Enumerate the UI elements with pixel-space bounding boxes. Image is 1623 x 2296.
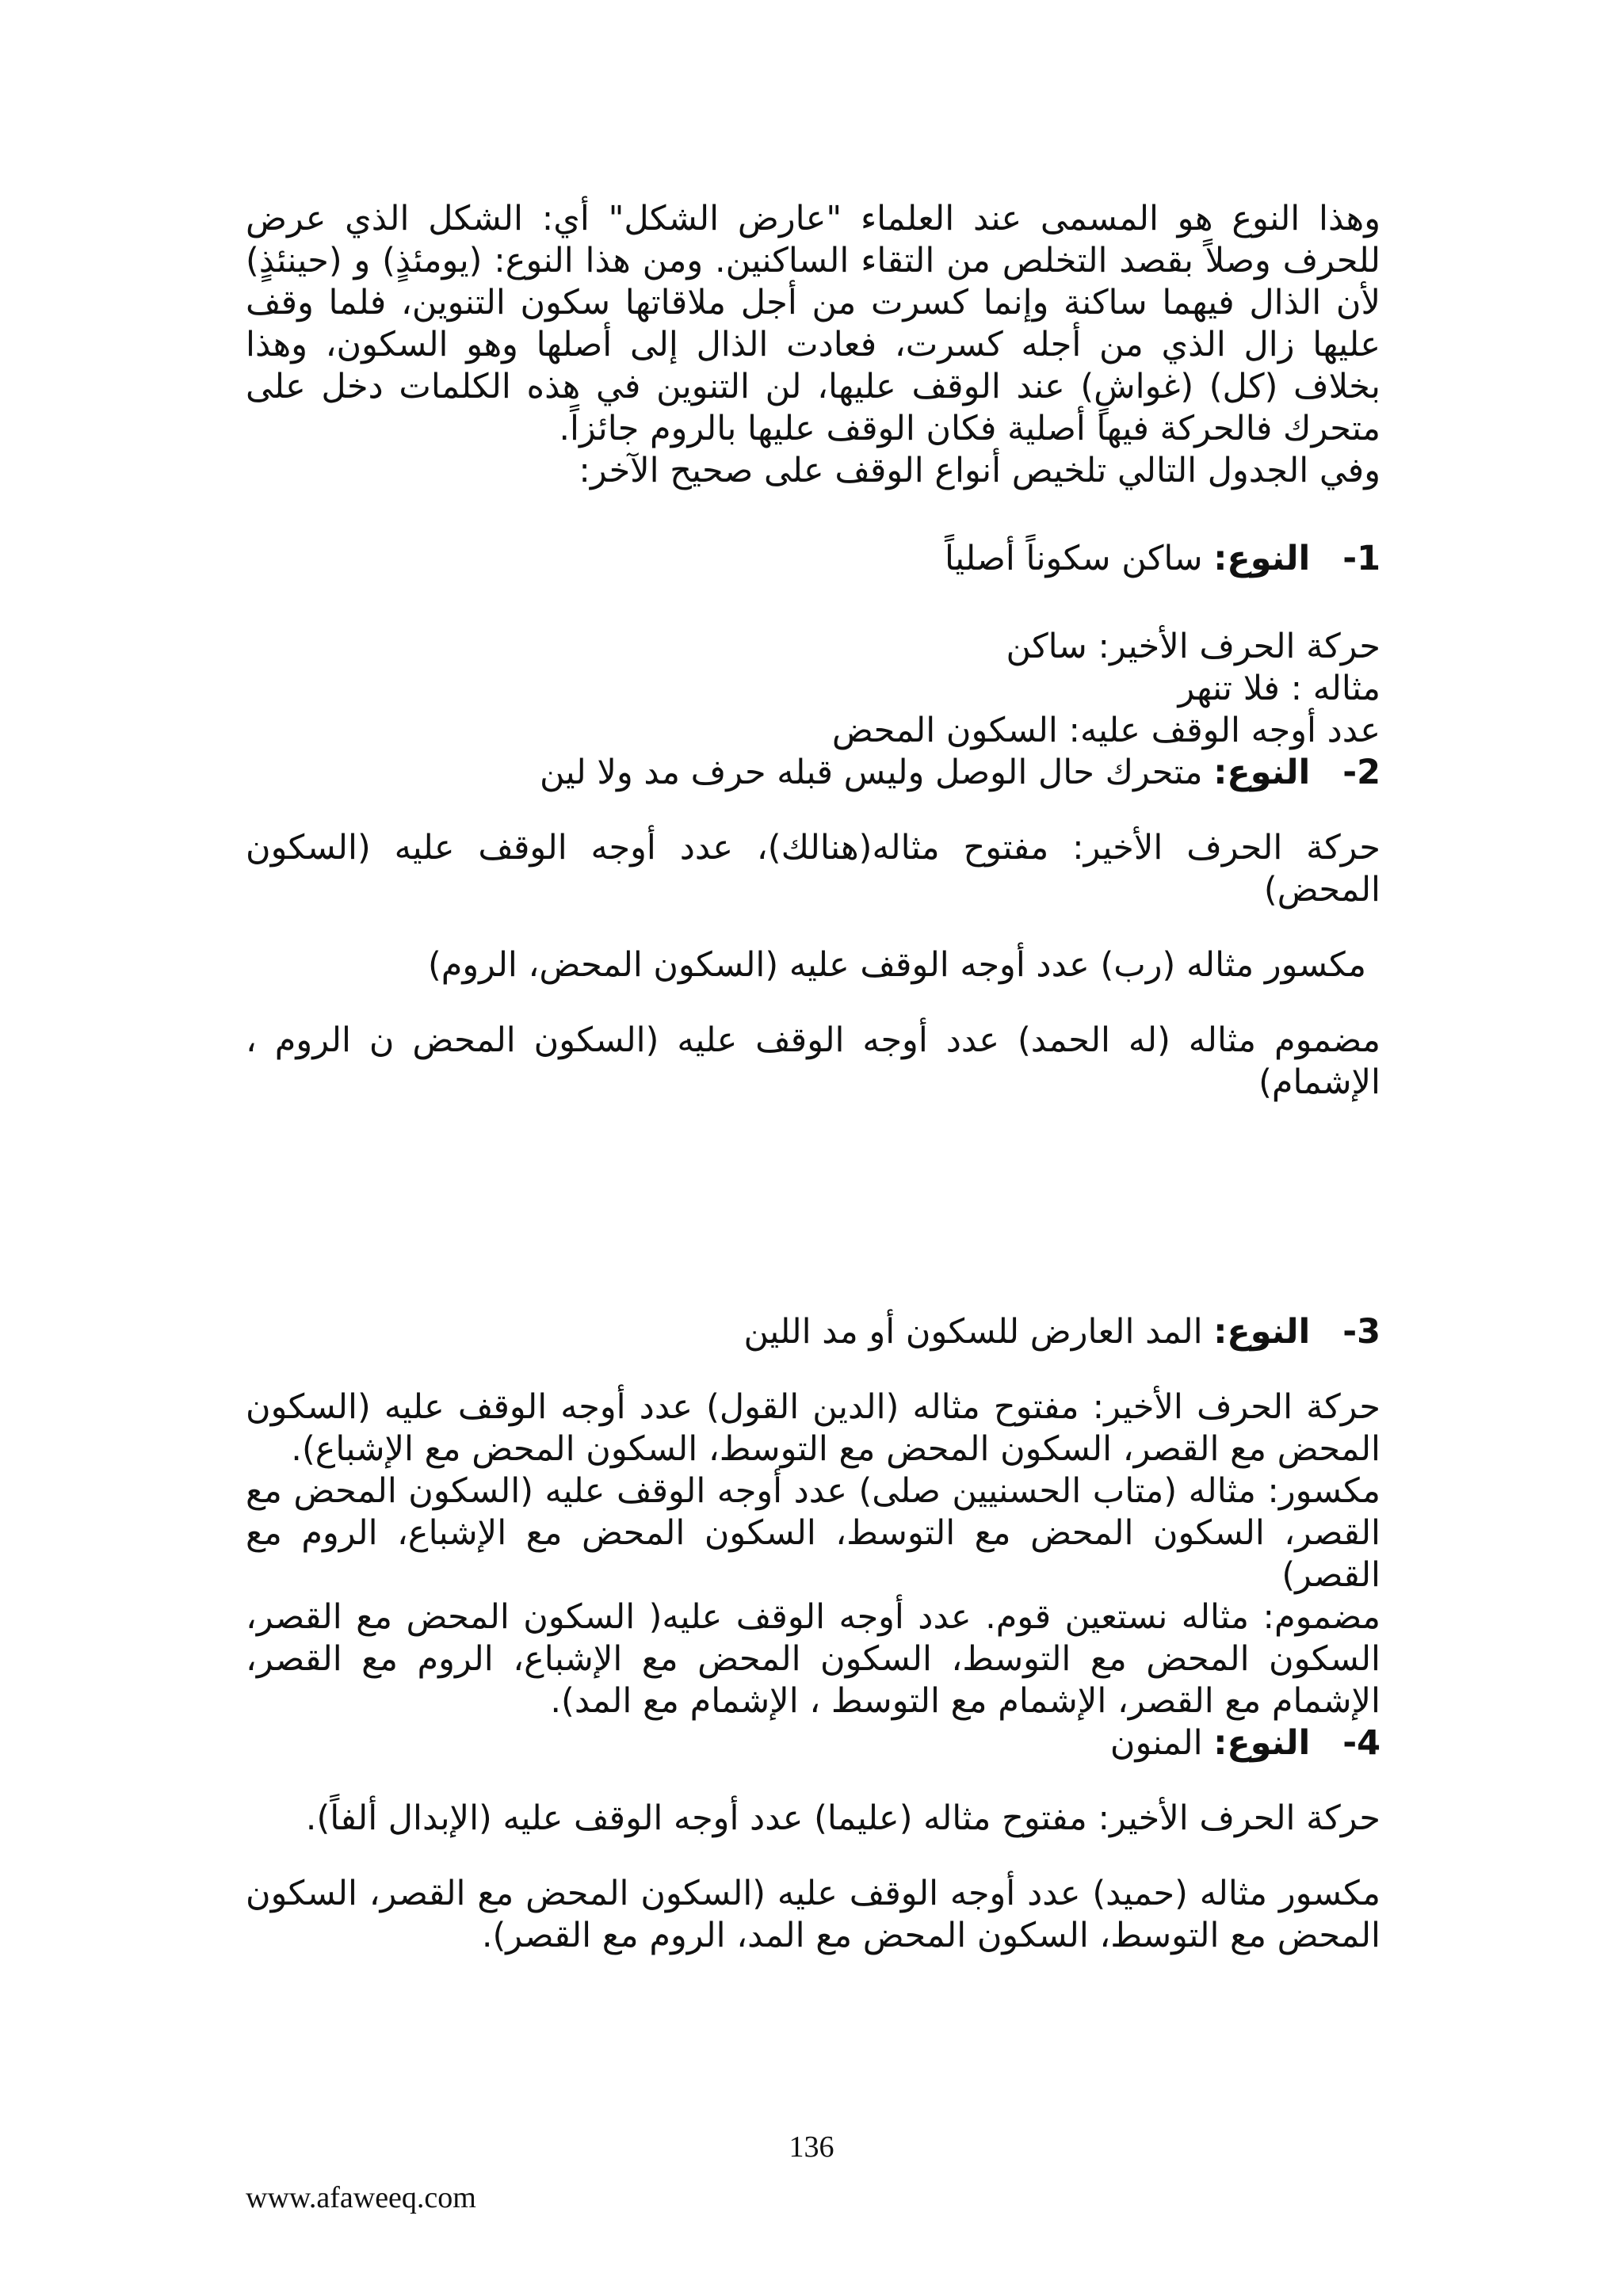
intro-paragraph: وهذا النوع هو المسمى عند العلماء "عارض الشكل" أي: الشكل الذي عرض للحرف وصلاً بقصد التخلص من التقاء الساكنين. ومن هذا النوع: (يومئذٍ) و (حينئذٍ) لأن الذال فيهما ساكنة وإنما كسرت من أجل ملاقاتها سكون التنوين، فلما وقف عليها زال الذي من أجله كسرت، فعادت الذال إلى أصلها وهو السكون، وهذا بخلاف (كل) (غواشٍ) عند الوقف عليها، لن التنوين في هذه الكلمات دخل على متحرك فالحركة فيها أصلية فكان الوقف عليها بالروم جائزاً.: [246, 199, 1381, 448]
section-2-line: حركة الحرف الأخير: مفتوح مثاله(هنالك)، عدد أوجه الوقف عليه (السكون المحض): [246, 828, 1381, 910]
section-3-line: حركة الحرف الأخير: مفتوح مثاله (الدين القول) عدد أوجه الوقف عليه (السكون المحض مع القصر، السكون المحض مع التوسط، السكون المحض مع الإشباع).: [246, 1387, 1381, 1469]
section-label: النوع:: [1213, 539, 1311, 578]
section-2-line: مضموم مثاله (له الحمد) عدد أوجه الوقف عليه (السكون المحض ن الروم ، الإشمام): [246, 1020, 1381, 1102]
section-label: النوع:: [1213, 753, 1311, 792]
section-3-line: مضموم: مثاله نستعين قوم. عدد أوجه الوقف عليه( السكون المحض مع القصر، السكون المحض مع التوسط، السكون المحض مع الإشباع، الروم مع القصر، الإشمام مع القصر، الإشمام مع التوسط ، الإشمام مع المد).: [246, 1597, 1381, 1721]
section-3-line: مكسور: مثاله (متاب الحسنيين صلى) عدد أوجه الوقف عليه (السكون المحض مع القصر، السكون المحض مع التوسط، السكون المحض مع الإشباع، الروم مع القصر): [246, 1471, 1381, 1595]
section-heading-3: [246, 1311, 1381, 1353]
section-heading-1: [246, 538, 1381, 580]
section-title: المد العارض للسكون أو مد اللين: [743, 1312, 1203, 1352]
section-label: النوع:: [1213, 1312, 1311, 1352]
section-1-line: مثاله : فلا تنهر: [1178, 669, 1381, 708]
table-intro-line: وفي الجدول التالي تلخيص أنواع الوقف على صحيح الآخر:: [579, 451, 1381, 490]
section-number: -2: [1342, 753, 1381, 792]
section-4-line: مكسور مثاله (حميد) عدد أوجه الوقف عليه (السكون المحض مع القصر، السكون المحض مع التوسط، السكون المحض مع المد، الروم مع القصر).: [246, 1874, 1381, 1955]
section-label: النوع:: [1213, 1723, 1311, 1763]
section-4-line: حركة الحرف الأخير: مفتوح مثاله (عليما) عدد أوجه الوقف عليه (الإبدال ألفاً).: [305, 1798, 1381, 1838]
section-1-line: حركة الحرف الأخير: ساكن: [1006, 627, 1381, 666]
section-title: المنون: [1109, 1723, 1203, 1763]
section-2-line: مكسور مثاله (رب) عدد أوجه الوقف عليه (السكون المحض، الروم): [427, 945, 1366, 985]
section-heading-4: [246, 1722, 1381, 1764]
page-body: [246, 198, 1381, 1957]
footer-url: www.afaweeq.com: [246, 2181, 476, 2214]
section-title: ساكن سكوناً أصلياً: [945, 539, 1203, 578]
section-number: -3: [1342, 1312, 1381, 1352]
section-heading-2: [246, 752, 1381, 794]
section-number: -4: [1342, 1723, 1381, 1763]
section-number: -1: [1342, 539, 1381, 578]
page-number: 136: [789, 2130, 834, 2164]
section-1-line: عدد أوجه الوقف عليه: السكون المحض: [831, 711, 1381, 750]
section-title: متحرك حال الوصل وليس قبله حرف مد ولا لين: [539, 753, 1203, 792]
